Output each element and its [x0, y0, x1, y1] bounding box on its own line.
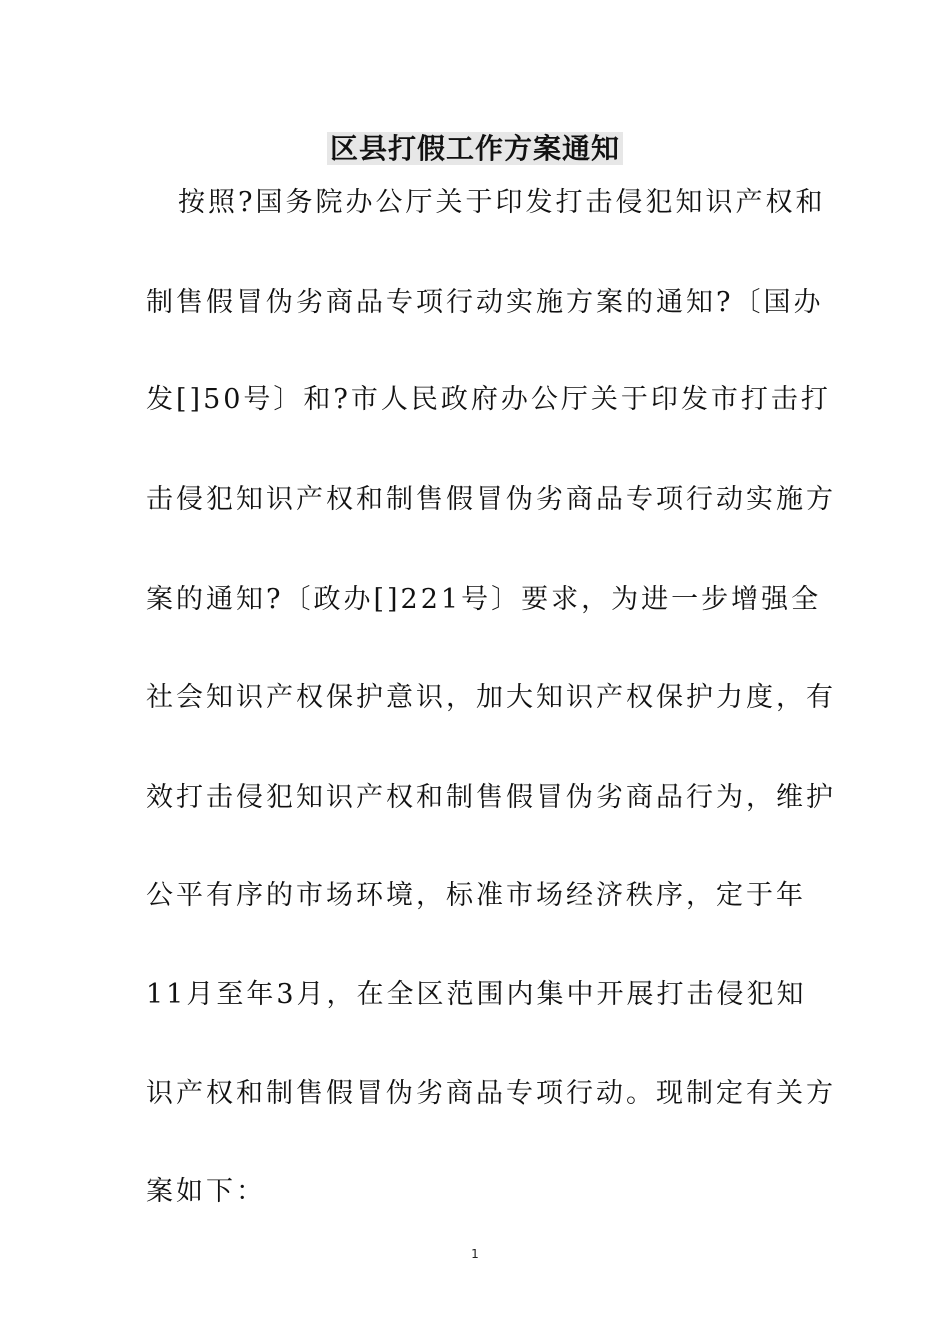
document-title [0, 126, 950, 172]
page-number: 1 [471, 1247, 479, 1261]
paragraph-line-1: 按照?国务院办公厅关于印发打击侵犯知识产权和 [178, 187, 826, 218]
paragraph-line-11: 案如下： [146, 1176, 266, 1207]
paragraph-line-7: 效打击侵犯知识产权和制售假冒伪劣商品行为，维护 [146, 782, 836, 813]
paragraph-line-8: 公平有序的市场环境，标准市场经济秩序，定于年 [146, 880, 806, 911]
paragraph-line-6: 社会知识产权保护意识，加大知识产权保护力度，有 [146, 682, 836, 713]
paragraph-line-9: 11月至年3月，在全区范围内集中开展打击侵犯知 [146, 979, 807, 1010]
paragraph-line-5: 案的通知?〔政办[]221号〕要求，为进一步增强全 [146, 584, 822, 615]
paragraph-line-2: 制售假冒伪劣商品专项行动实施方案的通知?〔国办 [146, 287, 824, 318]
document-title-text: 区县打假工作方案通知 [327, 132, 623, 165]
paragraph-line-3: 发[]50号〕和?市人民政府办公厅关于印发市打击打 [146, 384, 831, 415]
paragraph-line-10: 识产权和制售假冒伪劣商品专项行动。现制定有关方 [146, 1078, 836, 1109]
paragraph-line-4: 击侵犯知识产权和制售假冒伪劣商品专项行动实施方 [146, 484, 836, 515]
